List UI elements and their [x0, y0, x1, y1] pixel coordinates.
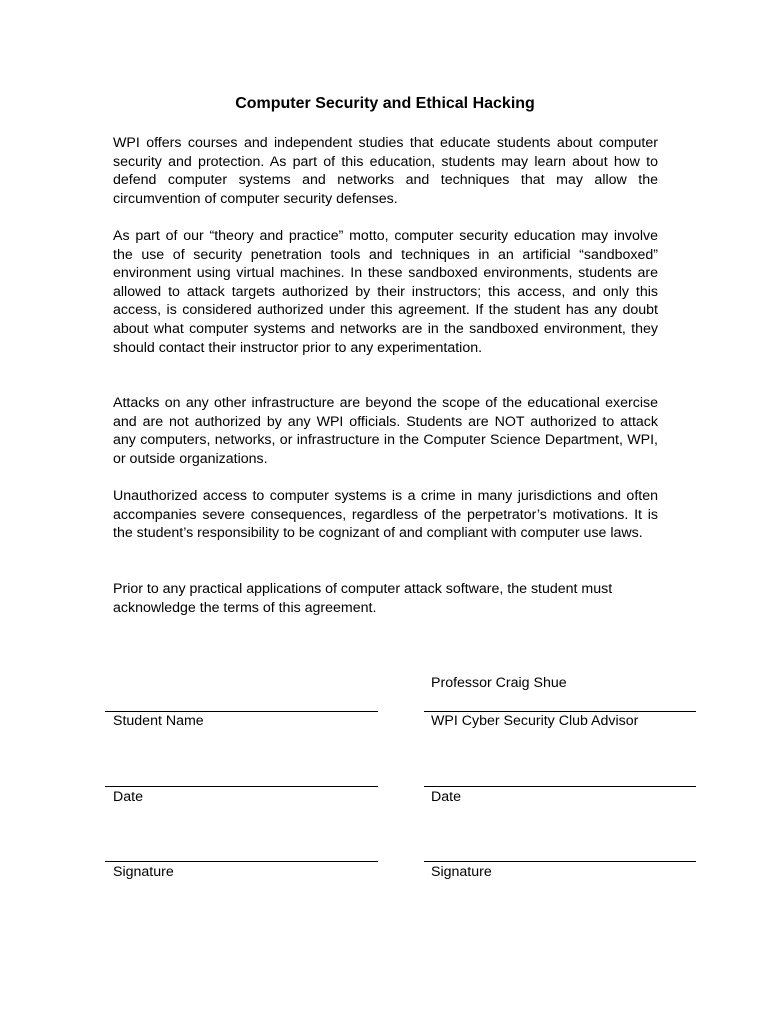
document-title: Computer Security and Ethical Hacking	[235, 95, 535, 112]
paragraph-intro: WPI offers courses and independent studies that educate students about computer security and protection. As part of this education, students may learn about how to defend computer systems and networks and techniques that may allow the circumvention of computer security defenses.	[113, 135, 658, 207]
advisor-date-line	[424, 786, 696, 787]
student-signature-line	[105, 861, 378, 862]
paragraph-scope: Attacks on any other infrastructure are beyond the scope of the educational exercise and are not authorized by any WPI officials. Students are NOT authorized to attack any computers, networks, or infrastructure in the Computer Science Department, WPI, or outside organizations.	[113, 395, 658, 467]
paragraph-legal: Unauthorized access to computer systems is a crime in many jurisdictions and often accompanies severe consequences, regardless of the perpetrator’s motivations. It is the student’s responsibility to be cognizant of and compliant with computer use laws.	[113, 488, 658, 542]
paragraph-sandbox: As part of our “theory and practice” motto, computer security education may involve the use of security penetration tools and techniques in an artificial “sandboxed” environment using virtual machines. In these sandboxed environments, students are allowed to attack targets authorized by their instructors; this access, and only this access, is considered authorized under this agreement. If the student has any doubt about what computer systems and networks are in the sandboxed environment, they should contact their instructor prior to any experimentation.	[113, 228, 658, 356]
advisor-signature-label: Signature	[431, 864, 492, 880]
student-signature-label: Signature	[113, 864, 174, 880]
advisor-date-label: Date	[431, 789, 461, 805]
student-date-label: Date	[113, 789, 143, 805]
student-date-line	[105, 786, 378, 787]
paragraph-acknowledge: Prior to any practical applications of computer attack software, the student must acknowledge the terms of this agreement.	[113, 581, 613, 616]
advisor-signature-line	[424, 861, 696, 862]
advisor-name: Professor Craig Shue	[431, 675, 567, 691]
advisor-title-label: WPI Cyber Security Club Advisor	[431, 713, 639, 729]
student-name-label: Student Name	[113, 713, 204, 729]
